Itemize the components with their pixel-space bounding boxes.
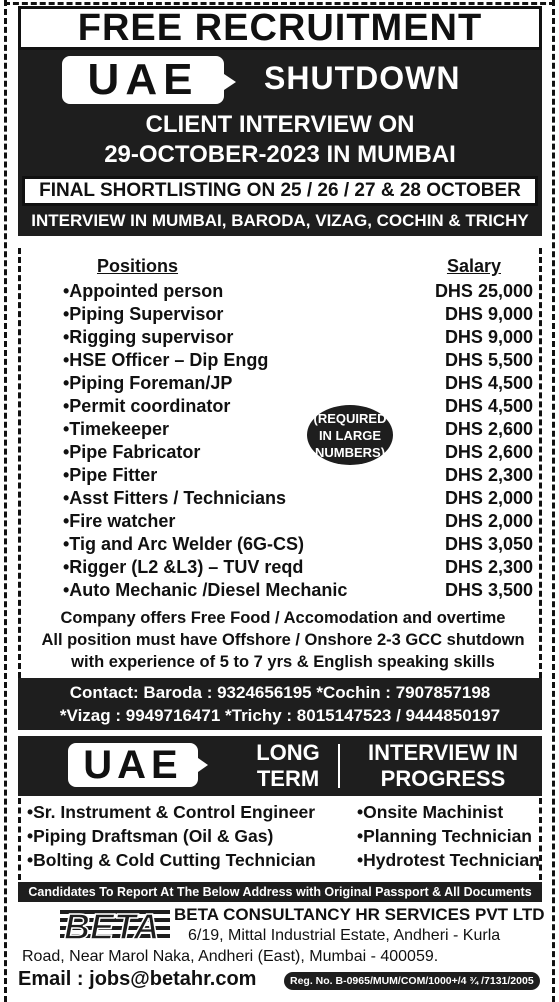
beta-logo — [60, 906, 170, 944]
uae-badge — [62, 56, 224, 104]
required-line: (REQUIRED — [313, 410, 387, 426]
position-salary: DHS 4,500 — [444, 396, 533, 416]
long-term-label — [246, 740, 330, 792]
position-salary: DHS 3,050 — [444, 534, 533, 554]
experience-note: with experience of 5 to 7 yrs & English speaking skills — [71, 653, 495, 671]
address-line: Road, Near Marol Naka, Andheri (East), Mumbai - 400059. — [22, 948, 439, 965]
registration-badge: Reg. No. B-0965/MUM/COM/1000+/4 ¾ /7131/2005 — [284, 972, 540, 990]
position-name: •Tig and Arc Welder (6G-CS) — [63, 534, 305, 554]
shutdown-label: SHUTDOWN — [264, 60, 461, 96]
position-row — [63, 557, 533, 580]
title-box — [18, 6, 542, 50]
list-item: •Sr. Instrument & Control Engineer — [27, 802, 316, 822]
long-term-positions — [18, 798, 542, 880]
final-shortlisting-box — [22, 176, 538, 206]
position-name: •Rigging supervisor — [63, 327, 234, 347]
position-name: •Piping Foreman/JP — [63, 373, 233, 393]
salary-header: Salary — [446, 256, 501, 276]
position-salary: DHS 2,300 — [444, 557, 533, 577]
position-salary: DHS 2,000 — [444, 488, 533, 508]
positions-section — [18, 248, 542, 678]
interview-progress-label — [348, 740, 538, 792]
position-salary: DHS 9,000 — [444, 327, 533, 347]
company-offer-note: Company offers Free Food / Accomodation and overtime — [60, 609, 506, 627]
position-name: •Piping Supervisor — [63, 304, 224, 324]
position-row — [63, 465, 533, 488]
long-term-block — [18, 736, 542, 796]
address-line: 6/19, Mittal Industrial Estate, Andheri - Kurla — [188, 927, 501, 944]
required-line: IN LARGE — [318, 427, 382, 443]
list-item: •Hydrotest Technician — [357, 850, 540, 870]
interview-in-label: INTERVIEW IN — [368, 740, 518, 765]
header-section — [18, 6, 542, 236]
progress-label: PROGRESS — [380, 766, 506, 791]
arrow-icon — [198, 758, 208, 772]
uae-label: UAE — [87, 55, 199, 104]
uae-badge — [68, 743, 198, 787]
candidates-notice: Candidates To Report At The Below Address with Original Passport & All Documents — [18, 882, 542, 902]
required-line: NUMBERS) — [314, 444, 386, 460]
position-row — [63, 327, 533, 350]
list-item: •Planning Technician — [357, 826, 532, 846]
contact-block — [18, 678, 542, 730]
position-name: •HSE Officer – Dip Engg — [63, 350, 269, 370]
position-name: •Auto Mechanic /Diesel Mechanic — [63, 580, 348, 600]
position-row — [63, 534, 533, 557]
contact-line: Contact: Baroda : 9324656195 *Cochin : 7907857198 — [69, 683, 491, 702]
position-row — [63, 442, 533, 465]
position-name: •Fire watcher — [63, 511, 176, 531]
positions-header: Positions — [97, 256, 179, 276]
list-item: •Bolting & Cold Cutting Technician — [27, 850, 316, 870]
term-label: TERM — [256, 766, 320, 791]
final-shortlisting-text: FINAL SHORTLISTING ON 25 / 26 / 27 & 28 OCTOBER — [39, 180, 521, 201]
required-badge — [307, 405, 393, 465]
interview-cities: INTERVIEW IN MUMBAI, BARODA, VIZAG, COCHIN & TRICHY — [31, 211, 529, 230]
position-row — [63, 580, 533, 603]
right-border — [552, 0, 555, 1002]
shutdown-block — [18, 50, 542, 236]
long-label: LONG — [256, 740, 320, 765]
position-salary: DHS 9,000 — [444, 304, 533, 324]
client-interview-date: 29-OCTOBER-2023 IN MUMBAI — [104, 141, 456, 168]
top-border — [4, 2, 555, 5]
position-name: •Pipe Fabricator — [63, 442, 201, 462]
company-name: BETA CONSULTANCY HR SERVICES PVT LTD — [174, 905, 545, 924]
position-salary: DHS 2,600 — [444, 419, 533, 439]
position-name: •Rigger (L2 &L3) – TUV reqd — [63, 557, 304, 577]
position-salary: DHS 2,000 — [444, 511, 533, 531]
list-item: •Piping Draftsman (Oil & Gas) — [27, 826, 274, 846]
page-title: FREE RECRUITMENT — [77, 7, 483, 49]
position-salary: DHS 5,500 — [444, 350, 533, 370]
uae-shutdown-row — [18, 50, 542, 108]
position-row — [63, 396, 533, 419]
email-link[interactable]: Email : jobs@betahr.com — [18, 968, 257, 990]
position-row — [63, 419, 533, 442]
contact-line: *Vizag : 9949716471 *Trichy : 8015147523 / 9444850197 — [59, 706, 501, 725]
requirement-note: All position must have Offshore / Onshore 2-3 GCC shutdown — [41, 631, 525, 649]
position-salary: DHS 4,500 — [444, 373, 533, 393]
position-row — [63, 350, 533, 373]
position-name: •Appointed person — [63, 281, 224, 301]
position-row — [63, 373, 533, 396]
list-item: •Onsite Machinist — [357, 802, 504, 822]
position-row — [63, 511, 533, 534]
position-name: •Pipe Fitter — [63, 465, 158, 485]
arrow-icon — [224, 74, 236, 90]
position-salary: DHS 2,300 — [444, 465, 533, 485]
divider — [338, 744, 340, 788]
left-border — [4, 0, 7, 1002]
position-name: •Asst Fitters / Technicians — [63, 488, 287, 508]
uae-label: UAE — [83, 743, 183, 787]
position-name: •Timekeeper — [63, 419, 170, 439]
logo-text: BETA — [64, 906, 160, 944]
position-name: •Permit coordinator — [63, 396, 231, 416]
position-row — [63, 304, 533, 327]
position-salary: DHS 25,000 — [434, 281, 533, 301]
position-salary: DHS 2,600 — [444, 442, 533, 462]
position-salary: DHS 3,500 — [444, 580, 533, 600]
position-row — [63, 281, 533, 304]
client-interview-line: CLIENT INTERVIEW ON — [145, 111, 415, 138]
position-row — [63, 488, 533, 511]
